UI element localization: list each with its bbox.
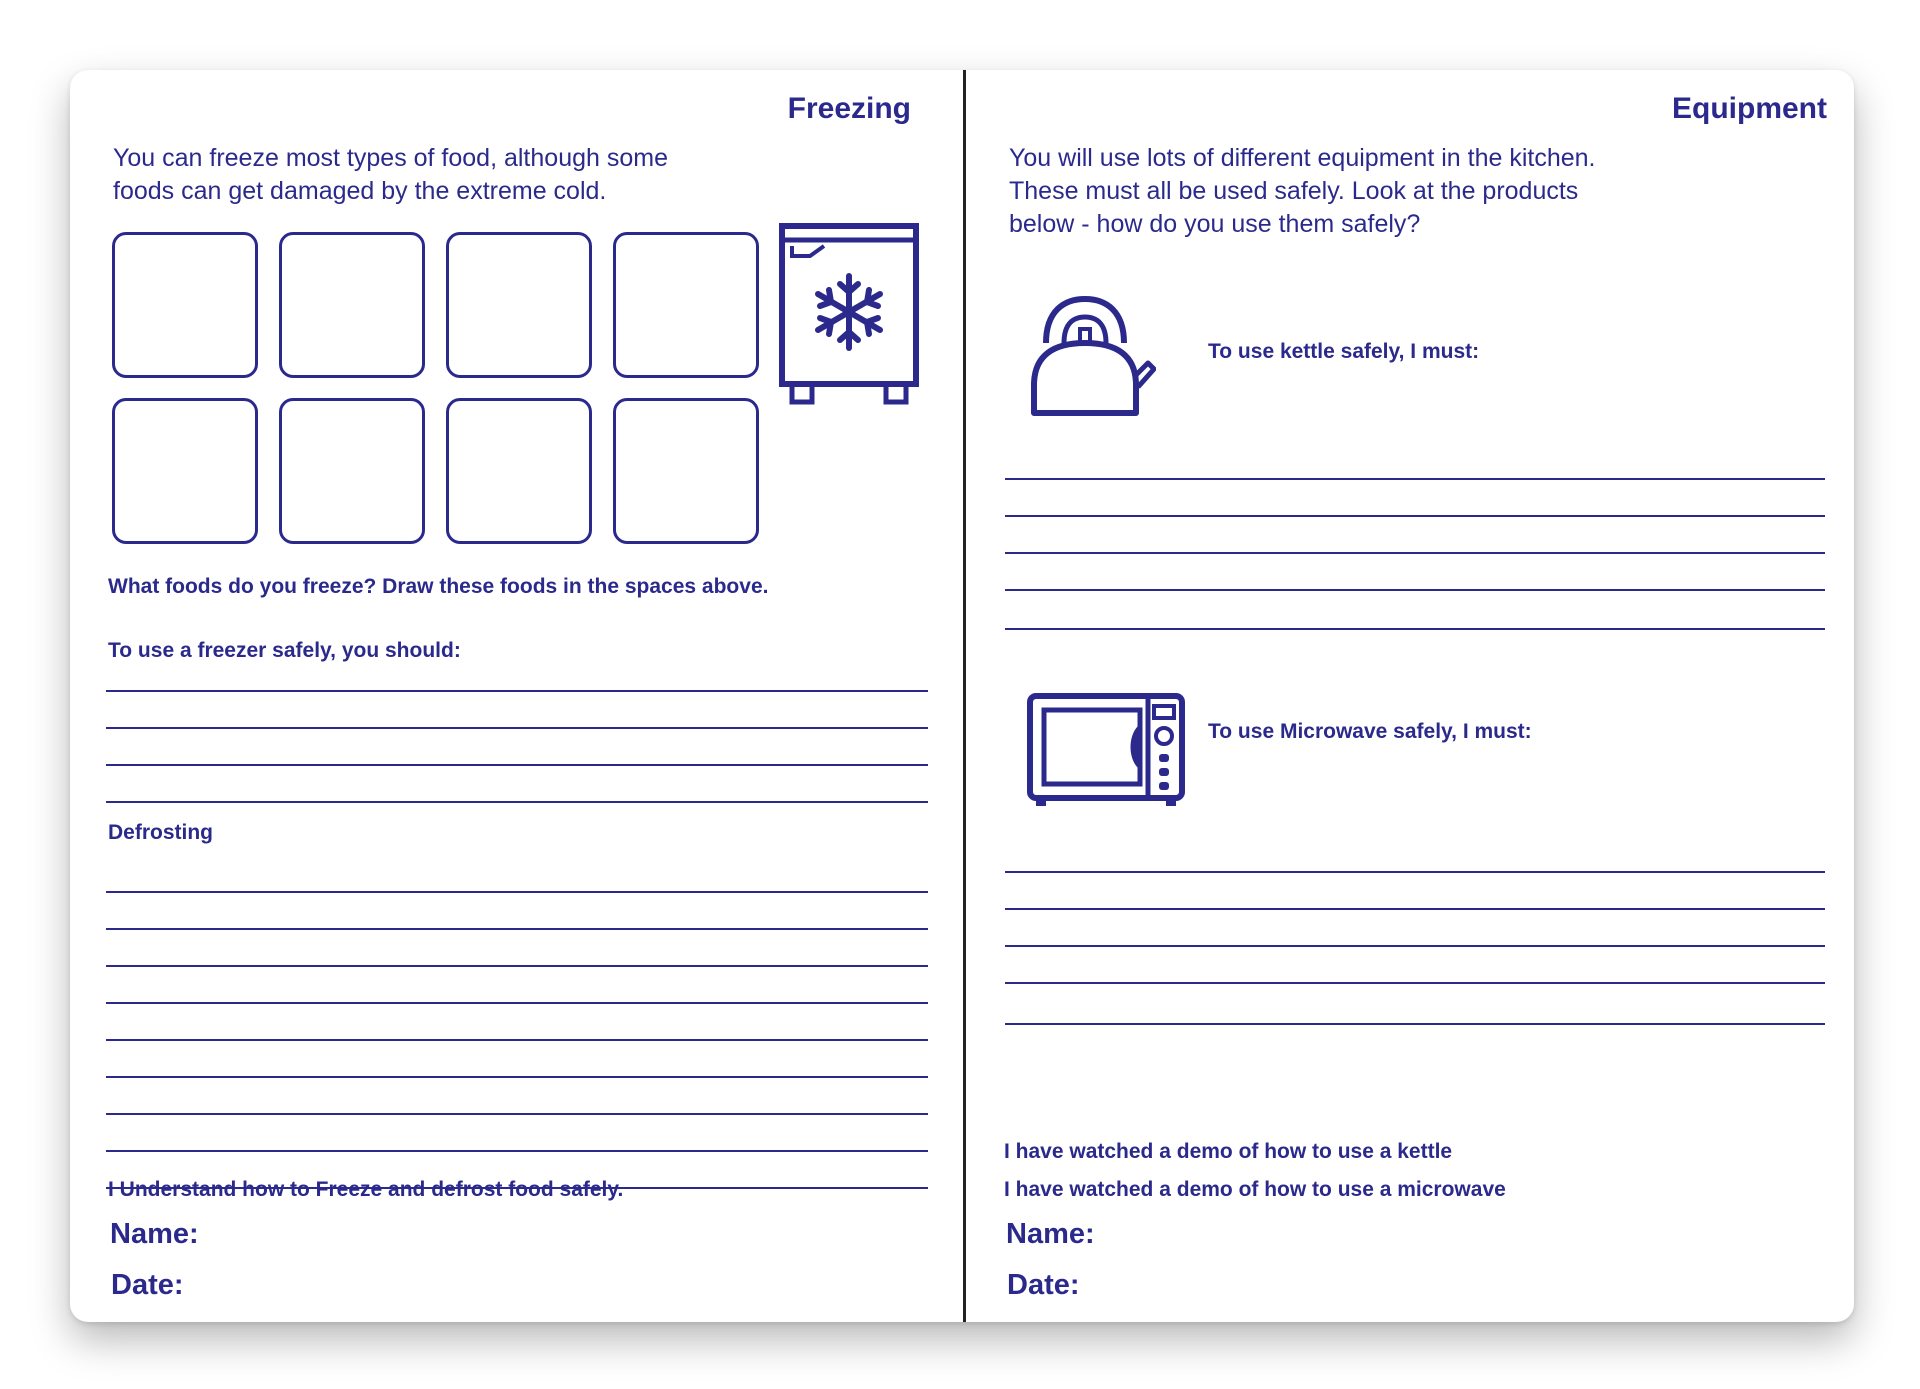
drawing-box[interactable] [446, 398, 592, 544]
writing-line[interactable] [1005, 982, 1825, 984]
writing-line[interactable] [1005, 1023, 1825, 1025]
drawing-box[interactable] [613, 232, 759, 378]
kettle-prompt: To use kettle safely, I must: [1208, 340, 1480, 363]
intro-line: These must all be used safely. Look at the products [1009, 177, 1579, 205]
writing-line[interactable] [106, 801, 928, 803]
writing-line[interactable] [1005, 478, 1825, 480]
demo-microwave-statement: I have watched a demo of how to use a microwave [1004, 1178, 1506, 1201]
writing-line[interactable] [1005, 515, 1825, 517]
defrosting-heading: Defrosting [108, 821, 213, 844]
writing-line[interactable] [106, 1076, 928, 1078]
writing-line[interactable] [1005, 871, 1825, 873]
writing-line[interactable] [106, 1039, 928, 1041]
intro-line: foods can get damaged by the extreme cold. [113, 177, 607, 205]
drawing-box[interactable] [112, 232, 258, 378]
equipment-page [966, 70, 1854, 1322]
understanding-statement: I Understand how to Freeze and defrost food safely. [108, 1178, 624, 1201]
writing-line[interactable] [1005, 908, 1825, 910]
worksheet-spread [70, 70, 1854, 1322]
writing-line[interactable] [1005, 589, 1825, 591]
kettle-icon [1024, 295, 1156, 421]
intro-line: You will use lots of different equipment in the kitchen. [1009, 144, 1596, 172]
intro-line: below - how do you use them safely? [1009, 210, 1421, 238]
freezer-safety-prompt: To use a freezer safely, you should: [108, 639, 461, 662]
writing-line[interactable] [106, 1002, 928, 1004]
name-label[interactable]: Name: [110, 1218, 199, 1250]
writing-line[interactable] [106, 727, 928, 729]
writing-line[interactable] [106, 764, 928, 766]
drawing-box[interactable] [279, 232, 425, 378]
demo-kettle-statement: I have watched a demo of how to use a kettle [1004, 1140, 1453, 1163]
intro-text [1009, 142, 1809, 241]
writing-line[interactable] [106, 690, 928, 692]
drawing-box[interactable] [279, 398, 425, 544]
intro-line: You can freeze most types of food, although some [113, 144, 668, 172]
writing-line[interactable] [106, 1150, 928, 1152]
microwave-icon [1026, 692, 1186, 810]
writing-line[interactable] [1005, 628, 1825, 630]
writing-line[interactable] [1005, 552, 1825, 554]
writing-line[interactable] [106, 928, 928, 930]
drawing-box[interactable] [613, 398, 759, 544]
page-title: Freezing [787, 92, 911, 125]
writing-line[interactable] [106, 965, 928, 967]
drawing-box[interactable] [112, 398, 258, 544]
microwave-prompt: To use Microwave safely, I must: [1208, 720, 1532, 743]
page-title: Equipment [1672, 92, 1827, 125]
freezer-icon [778, 222, 920, 408]
writing-line[interactable] [106, 1113, 928, 1115]
intro-text [113, 142, 833, 208]
date-label[interactable]: Date: [111, 1269, 184, 1301]
name-label[interactable]: Name: [1006, 1218, 1095, 1250]
drawing-box[interactable] [446, 232, 592, 378]
date-label[interactable]: Date: [1007, 1269, 1080, 1301]
writing-line[interactable] [106, 891, 928, 893]
draw-prompt: What foods do you freeze? Draw these foods in the spaces above. [108, 575, 769, 598]
writing-line[interactable] [1005, 945, 1825, 947]
freezing-page [70, 70, 963, 1322]
